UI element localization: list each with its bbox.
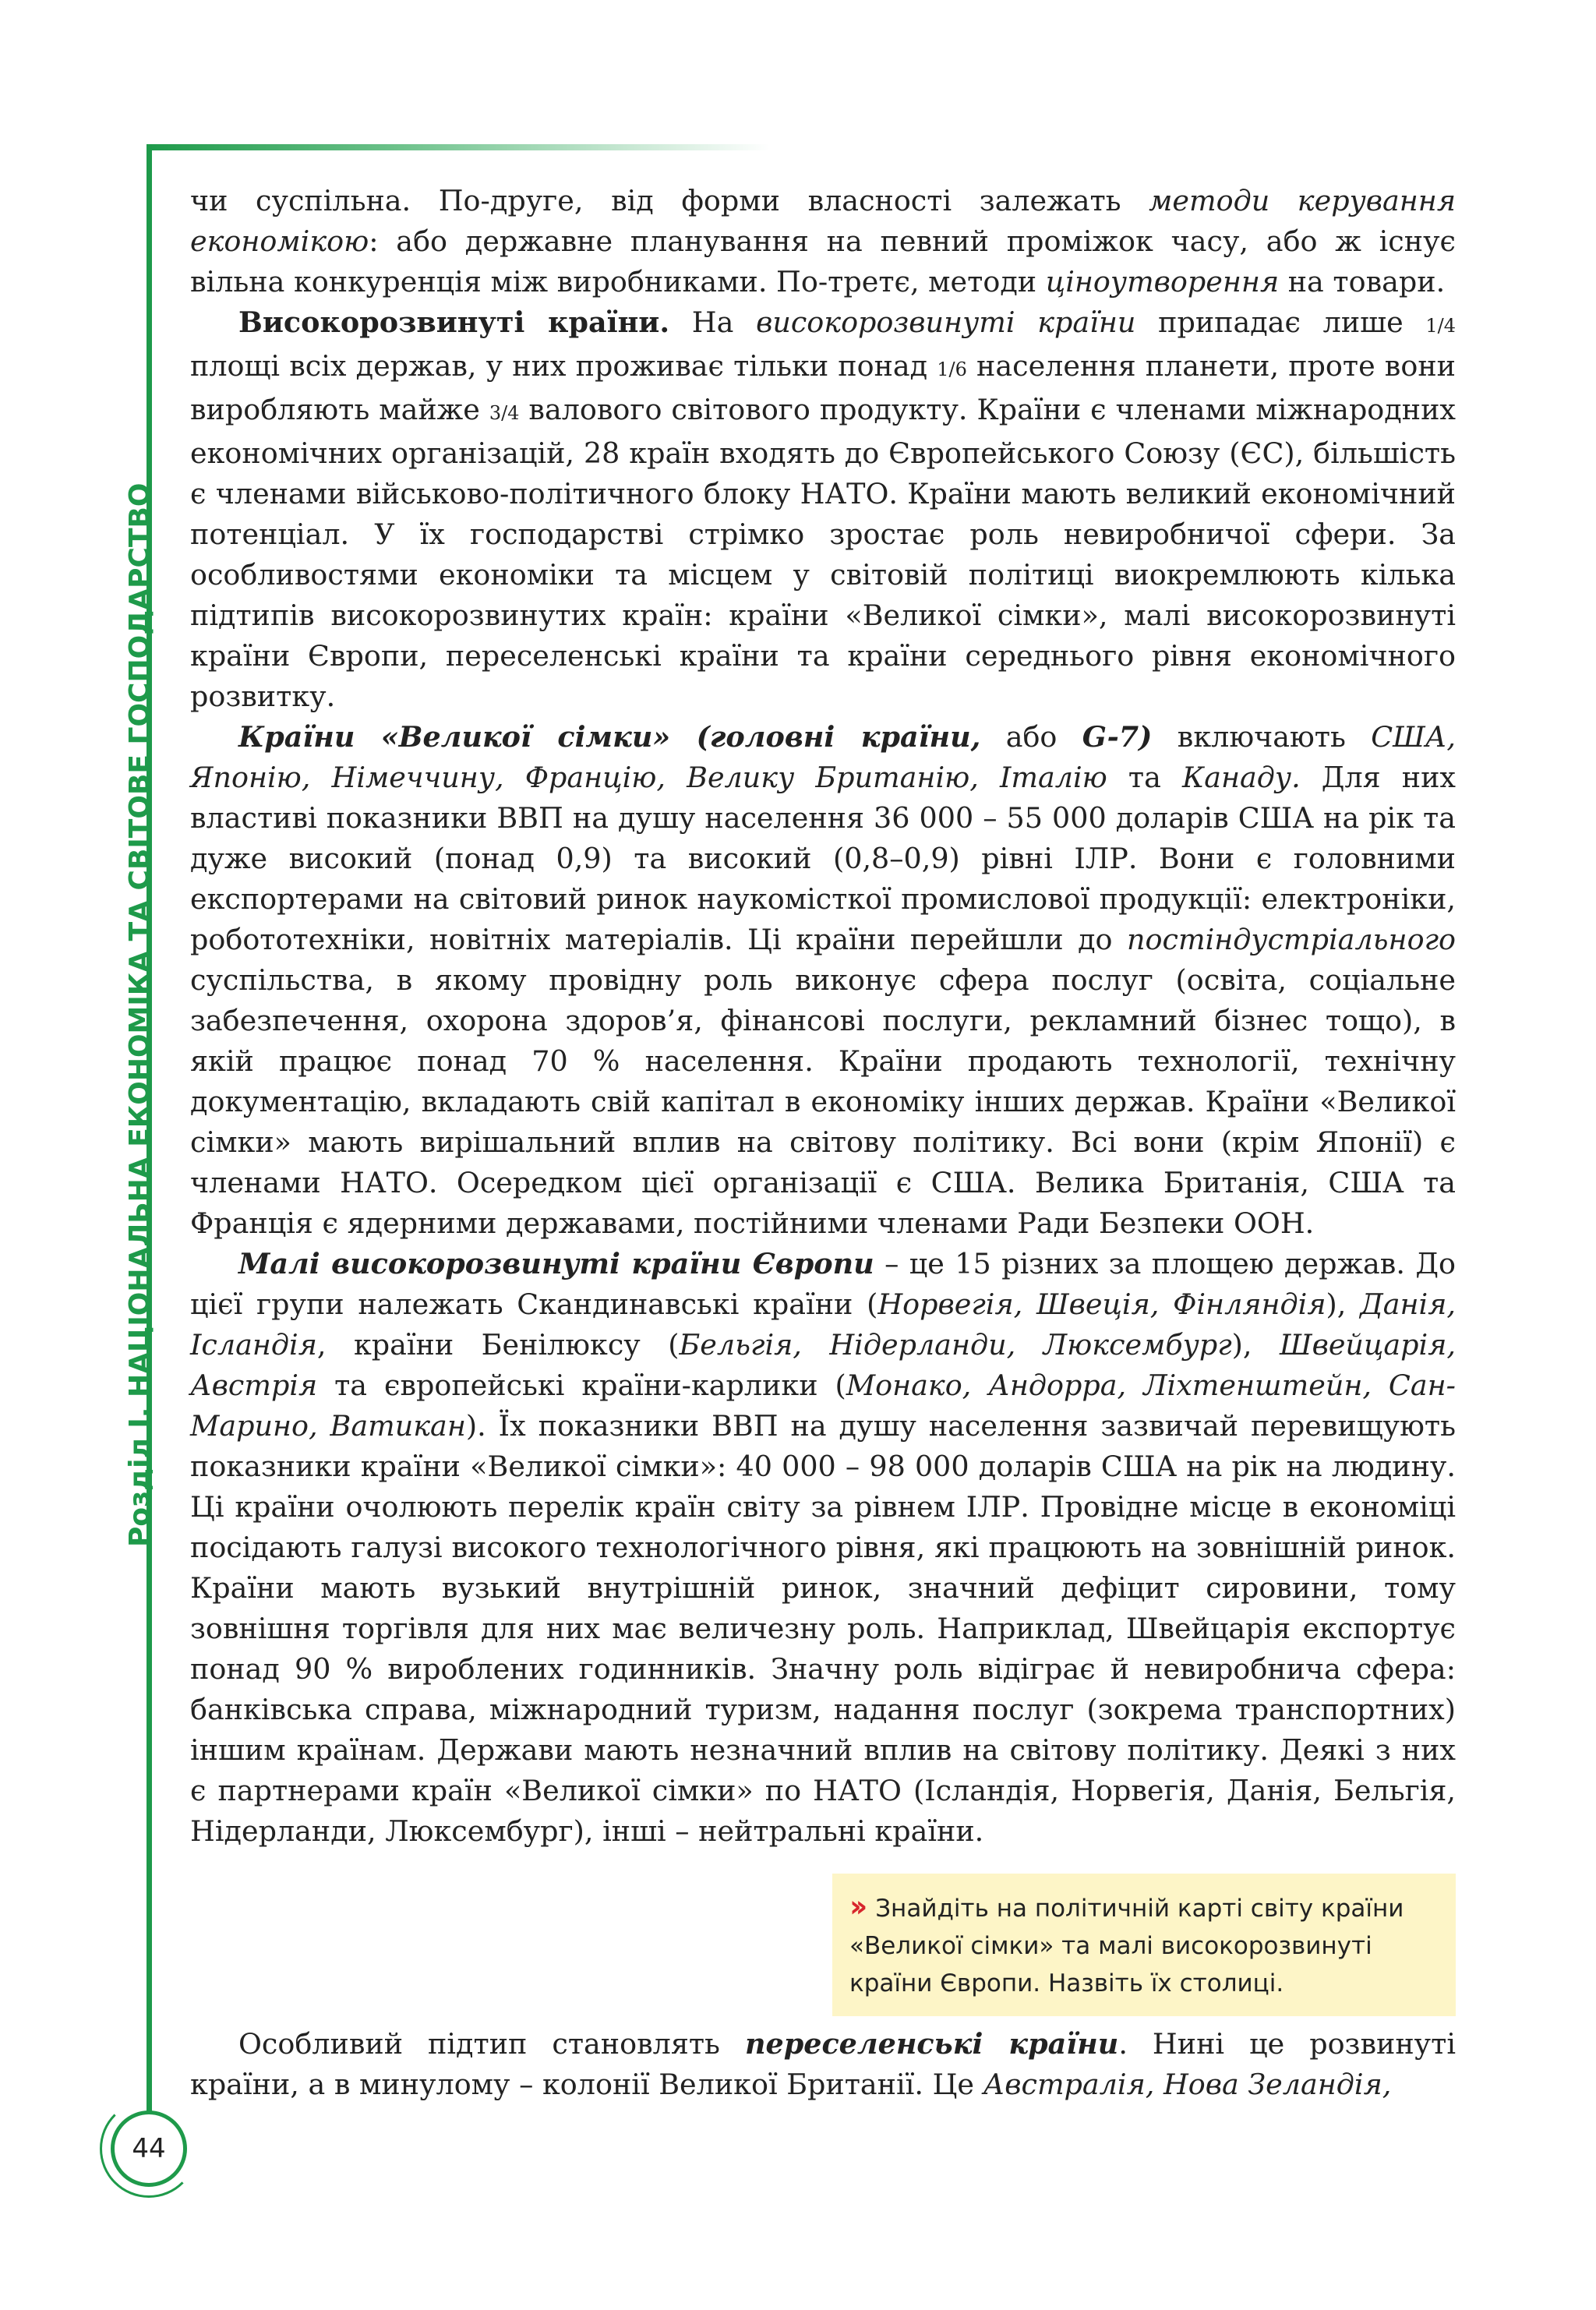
text-run: . Нині це розвинуті країни, а в минулому – колонії Великої Британії. Це xyxy=(190,2027,1456,2101)
text-run: На xyxy=(669,306,757,339)
text-run: чи суспільна. По-друге, від форми власності залежать xyxy=(190,184,1149,217)
bold-italic-term: G-7) xyxy=(1082,720,1153,754)
top-decorative-rule xyxy=(147,144,770,150)
bold-heading: Високорозвинуті країни. xyxy=(238,306,670,339)
text-run: ), xyxy=(1326,1287,1361,1321)
paragraph-2 xyxy=(190,302,1456,717)
task-note-box xyxy=(832,1874,1456,2016)
text-run: припадає лише xyxy=(1135,306,1426,339)
section-title: Розділ I. НАЦІОНАЛЬНА ЕКОНОМІКА ТА СВІТОВЕ ГОСПОДАРСТВО xyxy=(124,482,156,1547)
double-chevron-right-icon: ›› xyxy=(849,1889,862,1923)
side-decorative-rule-lower xyxy=(147,1563,152,2163)
text-run: або xyxy=(980,720,1082,754)
italic-term: Австралія, Нова Зеландія, xyxy=(983,2068,1392,2101)
text-run: ), xyxy=(1231,1328,1280,1362)
italic-term: Монако, Андорра, Ліхтенштейн, Сан-Марино, Ватикан xyxy=(190,1369,1456,1443)
italic-term: ціноутворення xyxy=(1045,265,1280,298)
text-run: Особливий підтип становлять xyxy=(238,2027,745,2061)
main-text xyxy=(190,181,1456,2105)
fraction: 3/4 xyxy=(489,402,520,424)
bold-italic-term: Країни «Великої сімки» (головні країни, xyxy=(238,720,981,754)
paragraph-5 xyxy=(190,2024,1456,2105)
text-run: включають xyxy=(1152,720,1372,754)
italic-term: Швейцарія, Австрія xyxy=(190,1328,1456,1402)
italic-term: методи керування економікою xyxy=(190,184,1457,258)
italic-term: Норвегія, Швеція, Фінляндія xyxy=(877,1287,1326,1321)
text-run: – це 15 різних за площею держав. До цієї групи належать Скандинавські країни ( xyxy=(190,1247,1456,1321)
fraction: 1/4 xyxy=(1425,315,1457,337)
paragraph-3 xyxy=(190,717,1456,1244)
text-run: ). Їх показники ВВП на душу населення зазвичай перевищують показники країни «Великої сімки»: 40 000 – 98 000 доларів США на рік на людину. Ці країни очолюють перелік країн світу за рівнем ІЛР. Провідне місце в економіці посідають галузі високого технологічного рівня, які працюють на зовнішній ринок. Країни мають вузький внутрішній ринок, значний дефіцит сировини, тому зовнішня торгівля для них має величезну роль. Наприклад, Швейцарія експортує понад 90 % вироблених годинників. Значну роль відіграє й невиробнича сфера: банківська справа, міжнародний туризм, надання послуг (зокрема транспортних) іншим країнам. Держави мають незначний вплив на світову політику. Деякі з них є партнерами країн «Великої сімки» по НАТО (Ісландія, Норвегія, Данія, Бельгія, Нідерланди, Люксембург), інші – нейтральні країни. xyxy=(190,1409,1456,1848)
italic-term: Бельгія, Нідерланди, Люксембург xyxy=(679,1328,1232,1362)
text-run: валового світового продукту. Країни є членами міжнародних економічних організацій, 28 країн входять до Європейського Союзу (ЄС), більшість є членами військово-політичного блоку НАТО. Країни мають великий економічний потенціал. У їх господарстві стрімко зростає роль невиробничої сфери. За особливостями економіки та місцем у світовій політиці виокремлюють кілька підтипів високорозвинутих країн: країни «Великої сімки», малі високорозвинуті країни Європи, переселенські країни та країни середнього рівня економічного розвитку. xyxy=(190,393,1456,713)
text-run: та європейські країни-карлики ( xyxy=(317,1369,846,1402)
page-number: 44 xyxy=(111,2110,187,2187)
italic-term: США, Японію, Німеччину, Францію, Велику Британію, Італію xyxy=(190,720,1457,794)
text-run: населення планети, проте вони виробляють майже xyxy=(190,349,1456,426)
bold-italic-term: Малі високорозвинуті країни Європи xyxy=(238,1247,874,1280)
italic-term: постіндустріального xyxy=(1127,923,1456,956)
task-note-text: Знайдіть на політичній карті світу країни «Великої сімки» та малі високорозвинуті країни Європи. Назвіть їх столиці. xyxy=(849,1895,1404,1997)
italic-term: високорозвинуті країни xyxy=(756,306,1136,339)
italic-term: Данія, Ісландія xyxy=(190,1287,1456,1362)
text-run: та xyxy=(1107,761,1182,794)
text-run: , країни Бенілюксу ( xyxy=(316,1328,680,1362)
text-run: : або державне планування на певний проміжок часу, або ж існує вільна конкуренція між виробниками. По-третє, методи xyxy=(190,224,1456,298)
paragraph-4 xyxy=(190,1244,1456,1852)
italic-term: Канаду. xyxy=(1181,761,1301,794)
fraction: 1/6 xyxy=(937,359,967,380)
paragraph-1 xyxy=(190,181,1456,302)
bold-italic-term: переселенські країни xyxy=(744,2027,1119,2061)
text-run: суспільства, в якому провідну роль виконує сфера послуг (освіта, соціальне забезпечення, охорона здоров’я, фінансові послуги, рекламний бізнес тощо), в якій працює понад 70 % населення. Країни продають технології, технічну документацію, вкладають свій капітал в економіку інших держав. Країни «Великої сімки» мають вирішальний вплив на світову політику. Всі вони (крім Японії) є членами НАТО. Осередком цієї організації є США. Велика Британія, США та Франція є ядерними державами, постійними членами Ради Безпеки ООН. xyxy=(190,963,1456,1240)
text-run: площі всіх держав, у них проживає тільки понад xyxy=(190,349,937,383)
text-run: Для них властиві показники ВВП на душу населення 36 000 – 55 000 доларів США на рік та дуже високий (понад 0,9) та високий (0,8–0,9) рівні ІЛР. Вони є головними експортерами на світовий ринок наукомісткої промислової продукції: електроніки, робототехніки, новітніх матеріалів. Ці країни перейшли до xyxy=(190,761,1456,956)
text-run: на товари. xyxy=(1279,265,1446,298)
